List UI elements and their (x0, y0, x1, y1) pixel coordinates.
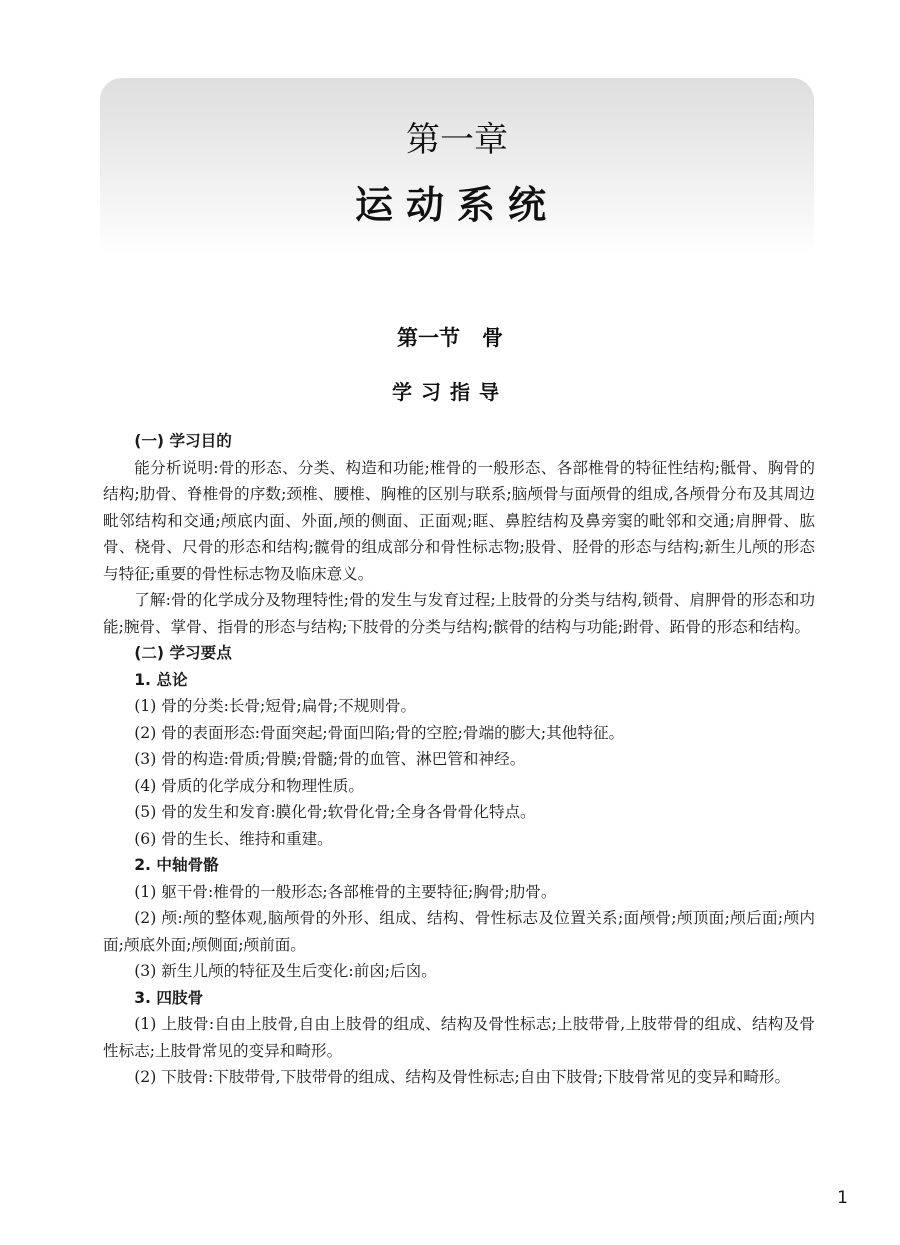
list-item: (4) 骨质的化学成分和物理性质。 (134, 776, 364, 795)
page-number: 1 (837, 1188, 848, 1208)
list-item: (3) 新生儿颅的特征及生后变化:前囟;后囟。 (134, 962, 437, 980)
goals-heading: (一) 学习目的 (134, 432, 232, 450)
goals-paragraph-understand: 了解:骨的化学成分及物理特性;骨的发生与发育过程;上肢骨的分类与结构,锁骨、肩胛骨的形态和功能;腕骨、掌骨、指骨的形态与结构;下肢骨的分类与结构;髌骨的结构与功能;跗骨、跖骨的形态和结构。 (103, 591, 815, 636)
chapter-banner (100, 78, 814, 256)
list-item: (3) 骨的构造:骨质;骨膜;骨髓;骨的血管、淋巴管和神经。 (134, 750, 526, 768)
list-item: (5) 骨的发生和发育:膜化骨;软骨化骨;全身各骨骨化特点。 (134, 803, 536, 821)
list-item: (1) 骨的分类:长骨;短骨;扁骨;不规则骨。 (134, 697, 417, 715)
list-item: (2) 下肢骨:下肢带骨,下肢带骨的组成、结构及骨性标志;自由下肢骨;下肢骨常见的变异和畸形。 (134, 1068, 791, 1086)
axial-heading: 2. 中轴骨骼 (134, 856, 219, 874)
list-item: (2) 颅:颅的整体观,脑颅骨的外形、组成、结构、骨性标志及位置关系;面颅骨;颅顶面;颅后面;颅内面;颅底外面;颅侧面;颅前面。 (103, 909, 815, 954)
goals-paragraph-analyze: 能分析说明:骨的形态、分类、构造和功能;椎骨的一般形态、各部椎骨的特征性结构;骶骨、胸骨的结构;肋骨、脊椎骨的序数;颈椎、腰椎、胸椎的区别与联系;脑颅骨与面颅骨的组成,各颅骨分布及其周边毗邻结构和交通;颅底内面、外面,颅的侧面、正面观;眶、鼻腔结构及鼻旁窦的毗邻和交通;肩胛骨、肱骨、桡骨、尺骨的形态和结构;髋骨的组成部分和骨性标志物;股骨、胫骨的形态与结构;新生儿颅的形态与特征;重要的骨性标志物及临床意义。 (103, 458, 815, 583)
general-heading: 1. 总论 (134, 670, 188, 689)
list-item: (1) 躯干骨:椎骨的一般形态;各部椎骨的主要特征;胸骨;肋骨。 (134, 882, 557, 901)
list-item: (6) 骨的生长、维持和重建。 (134, 829, 333, 848)
list-item: (2) 骨的表面形态:骨面突起;骨面凹陷;骨的空腔;骨端的膨大;其他特征。 (134, 723, 625, 742)
limbs-heading: 3. 四肢骨 (134, 988, 204, 1007)
chapter-number: 第一章 (406, 120, 508, 160)
section-title: 第一节 骨 (397, 326, 503, 350)
list-item: (1) 上肢骨:自由上肢骨,自由上肢骨的组成、结构及骨性标志;上肢带骨,上肢带骨的组成、结构及骨性标志;上肢骨常见的变异和畸形。 (103, 1015, 815, 1060)
subsection-title: 学习指导 (392, 380, 508, 404)
points-heading: (二) 学习要点 (134, 644, 232, 662)
content-body (103, 428, 815, 1091)
chapter-title: 运动系统 (354, 183, 559, 227)
